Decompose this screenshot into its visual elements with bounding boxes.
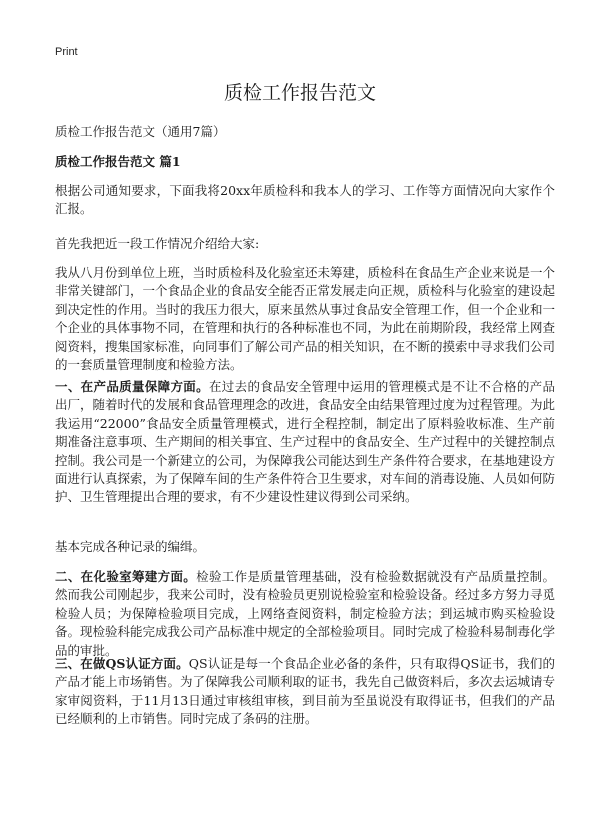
print-link[interactable]: Print [55,46,78,58]
section-lead-qs: 三、在做QS认证方面。 [55,656,189,671]
section-heading: 质检工作报告范文 篇1 [55,154,181,169]
paragraph-qs-certification [55,655,555,729]
section-lead-lab: 二、在化验室筹建方面。 [55,569,197,584]
paragraph-lab-setup [55,568,555,660]
paragraph-background: 我从八月份到单位上班，当时质检科及化验室还未筹建，质检科在食品生产企业来说是一个非常关键部门，一个食品企业的食品安全能否正常发展走向正规，质检科与化验室的建设起到决定性的作用。当时的我压力很大，原来虽然从事过食品安全管理工作，但一个企业和一个企业的具体事物不同，在管理和执行的各种标准也不同，为此在前期阶段，我经常上网查阅资料，搜集国家标准，向同事们了解公司产品的相关知识，在不断的摸索中寻求我们公司的一套质量管理制度和检验方法。 [55,265,556,373]
paragraph-quality-assurance [55,378,555,507]
document-subtitle: 质检工作报告范文（通用7篇） [55,124,226,139]
page-title: 质检工作报告范文 [223,82,376,104]
paragraph-intro: 根据公司通知要求，下面我将20xx年质检科和我本人的学习、工作等方面情况向大家作个汇报。 [55,183,555,217]
paragraph-records: 基本完成各种记录的编缉。 [55,539,206,554]
paragraph-text: 检验工作是质量管理基础，没有检验数据就没有产品质量控制。然而我公司刚起步，我来公司时，没有检验员更别说检验室和检验设备。经过多方努力寻觅检验人员；为保障检验项目完成，上网络查阅资料，制定检验方法；到运城市购买检验设备。现检验科能完成我公司产品标准中规定的全部检验项目。同时完成了检验科易制毒化学品的审批。 [55,569,556,658]
paragraph-text: 在过去的食品安全管理中运用的管理模式是不让不合格的产品出厂，随着时代的发展和食品管理理念的改进，食品安全由结果管理过度为过程管理。为此我运用“22000”食品安全质量管理模式，进行全程控制，制定出了原料验收标准、生产前期准备注意事项、生产期间的相关事宜、生产过程中的食品安全、生产过程中的关键控制点控制。我公司是一个新建立的公司，为保障我公司能达到生产条件符合要求，在基地建设方面进行认真探索，为了保障车间的生产条件符合卫生要求，对车间的消毒设施、人员如何防护、卫生管理提出合理的要求，有不少建设性建议得到公司采纳。 [55,379,556,505]
paragraph-text: QS认证是每一个食品企业必备的条件，只有取得QS证书，我们的产品才能上市场销售。为了保障我公司顺利取的证书，我先自己做资料后，多次去运城请专家审阅资料，于11月13日通过审核组审核，到目前为至虽说没有取得证书，但我们的产品已经顺利的上市销售。同时完成了条码的注册。 [55,656,556,727]
paragraph-overview: 首先我把近一段工作情况介绍给大家: [55,236,260,251]
section-lead-quality: 一、在产品质量保障方面。 [55,379,209,394]
